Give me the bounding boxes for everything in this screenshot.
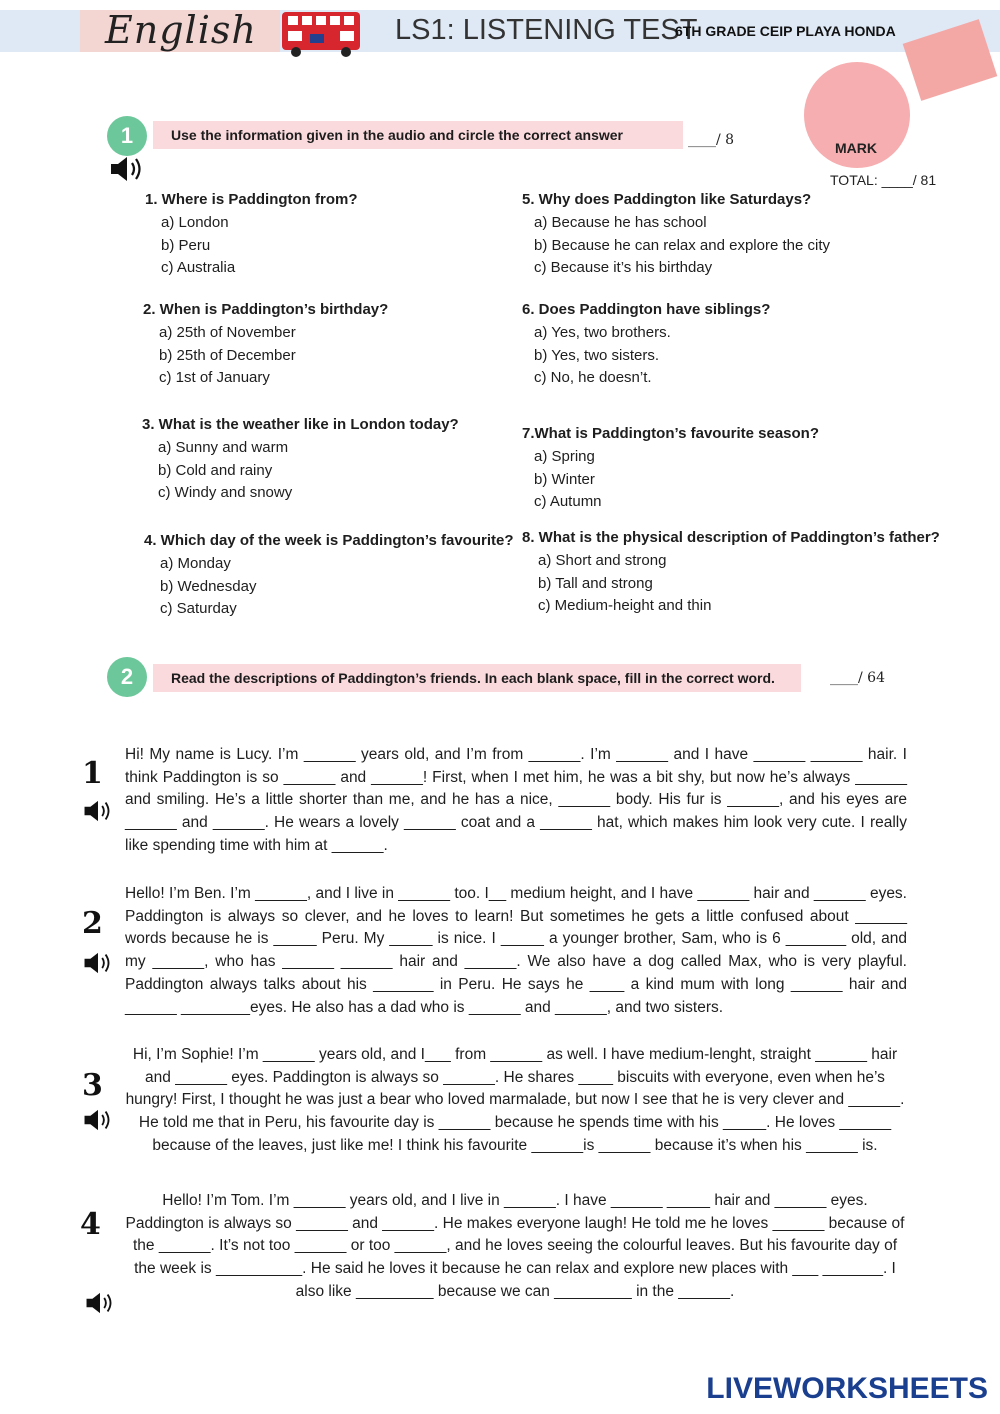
option-b[interactable]: b) Tall and strong [538, 574, 653, 592]
question-5 [522, 189, 830, 280]
question-text: 4. Which day of the week is Paddington’s favourite? [144, 532, 514, 549]
question-text: 1. Where is Paddington from? [145, 191, 358, 208]
question-text: 3. What is the weather like in London today? [142, 416, 459, 433]
option-c[interactable]: c) Medium-height and thin [538, 597, 712, 615]
question-4 [144, 530, 514, 621]
question-7 [522, 423, 819, 514]
audio-speaker-icon[interactable] [82, 798, 114, 824]
section-2-instruction: Read the descriptions of Paddington’s friends. In each blank space, fill in the correct word. [153, 664, 801, 692]
option-b[interactable]: b) Yes, two sisters. [534, 346, 660, 364]
paragraph-3-text[interactable]: Hi, I’m Sophie! I’m ______ years old, and I___ from ______ as well. I have medium-lenght, straight ______ hair and ______ eyes. Paddington is always so ______. He shares ____ biscuits with everyone, even when he’s hungry! First, I thought he was just a bear who loved marmalade, but now I see that he is very clever and ______. He told me that in Peru, his favourite day is ______ because he spends time with his _____. He loves ______ because of the leaves, just like me! I think his favourite ______is ______ because it’s when his ______ is. [125, 1046, 905, 1154]
audio-speaker-icon[interactable] [82, 1107, 114, 1133]
option-a[interactable]: a) London [161, 213, 229, 231]
option-b[interactable]: b) Winter [534, 470, 595, 488]
audio-speaker-icon[interactable] [108, 154, 146, 184]
liveworksheets-logo[interactable]: LIVEWORKSHEETS [706, 1372, 988, 1405]
bus-icon [280, 10, 362, 58]
audio-speaker-icon[interactable] [84, 1290, 116, 1316]
brand-title: English [105, 8, 257, 52]
paragraph-4-text[interactable]: Hello! I’m Tom. I’m ______ years old, and I live in ______. I have ______ _____ hair and ______ eyes. Paddington is always so ______ and ______. He makes everyone laugh! He told me he loves ______ because of the ______. It’s not too ______ or too ______, and he loves seeing the colourful leaves. But his favourite day of the week is __________. He said he loves it because he can relax and explore new places with ___ _______. I also like _________ because we can _________ in the ______. [125, 1192, 905, 1300]
question-text: 6. Does Paddington have siblings? [522, 301, 771, 318]
option-a[interactable]: a) Monday [160, 554, 231, 572]
section-1-score: ____/ 8 [688, 132, 735, 148]
question-text: 5. Why does Paddington like Saturdays? [522, 191, 812, 208]
paragraph-2-number: 2 [82, 906, 103, 941]
section-1-instruction: Use the information given in the audio and circle the correct answer [153, 121, 683, 149]
option-a[interactable]: a) Spring [534, 447, 595, 465]
option-a[interactable]: a) 25th of November [159, 323, 296, 341]
question-text: 7.What is Paddington’s favourite season? [522, 425, 819, 442]
question-1 [145, 189, 358, 280]
option-a[interactable]: a) Sunny and warm [158, 438, 289, 456]
question-6 [522, 299, 770, 390]
question-2 [143, 299, 388, 390]
option-c[interactable]: c) Saturday [160, 600, 237, 618]
option-c[interactable]: c) Autumn [534, 493, 602, 511]
question-3 [142, 414, 459, 505]
paragraph-1-text[interactable]: Hi! My name is Lucy. I’m ______ years old, and I’m from ______. I’m ______ and I have ______ ______ hair. I think Paddington is so ______ and ______! First, when I met him, he was a bit shy, but now he’s always ______ and smiling. He’s a little shorter than me, and he has a nice, ______ body. His fur is ______, and his eyes are ______ and ______. He wears a lovely ______ coat and a ______ hat, which makes him look very cute. I really like spending time with him at ______. [125, 746, 907, 854]
option-b[interactable]: b) Because he can relax and explore the city [534, 236, 831, 254]
paragraph-3-number: 3 [82, 1068, 103, 1103]
question-8 [522, 527, 940, 618]
school-name: 6TH GRADE CEIP PLAYA HONDA [675, 23, 896, 39]
question-text: 2. When is Paddington’s birthday? [143, 301, 389, 318]
paragraph-4-number: 4 [80, 1207, 101, 1242]
option-c[interactable]: c) Australia [161, 259, 236, 277]
option-a[interactable]: a) Because he has school [534, 213, 707, 231]
paragraph-1-number: 1 [82, 756, 103, 791]
option-a[interactable]: a) Yes, two brothers. [534, 323, 671, 341]
page-title: LS1: LISTENING TEST [395, 14, 698, 46]
option-b[interactable]: b) Wednesday [160, 577, 257, 595]
question-text: 8. What is the physical description of Paddington’s father? [522, 529, 940, 546]
total-score: TOTAL: ____/ 81 [830, 172, 937, 188]
section-2-score: ____/ 64 [830, 670, 885, 686]
option-c[interactable]: c) Because it’s his birthday [534, 259, 713, 277]
section-1-number: 1 [107, 116, 147, 156]
option-b[interactable]: b) Peru [161, 236, 211, 254]
section-2-number: 2 [107, 657, 147, 697]
paragraph-2-text[interactable]: Hello! I’m Ben. I’m ______, and I live in ______ too. I__ medium height, and I have ______ hair and ______ eyes. Paddington is always so clever, and he loves to learn! But sometimes he gets a little confused about ______ words because he is _____ Peru. My _____ is nice. I _____ a younger brother, Sam, who is 6 _______ old, and my ______, who has ______ ______ hair and ______. We also have a dog called Max, who is very playful. Paddington always talks about his _______ in Peru. He says he ____ a kind mum with long ______ hair and ______ ________eyes. He also has a dad who is ______ and ______, and two sisters. [125, 885, 907, 1016]
option-c[interactable]: c) 1st of January [159, 369, 270, 387]
audio-speaker-icon[interactable] [82, 950, 114, 976]
option-c[interactable]: c) No, he doesn’t. [534, 369, 652, 387]
mark-label: MARK [835, 140, 877, 156]
option-a[interactable]: a) Short and strong [538, 551, 667, 569]
option-c[interactable]: c) Windy and snowy [158, 484, 293, 502]
option-b[interactable]: b) Cold and rainy [158, 461, 273, 479]
option-b[interactable]: b) 25th of December [159, 346, 296, 364]
